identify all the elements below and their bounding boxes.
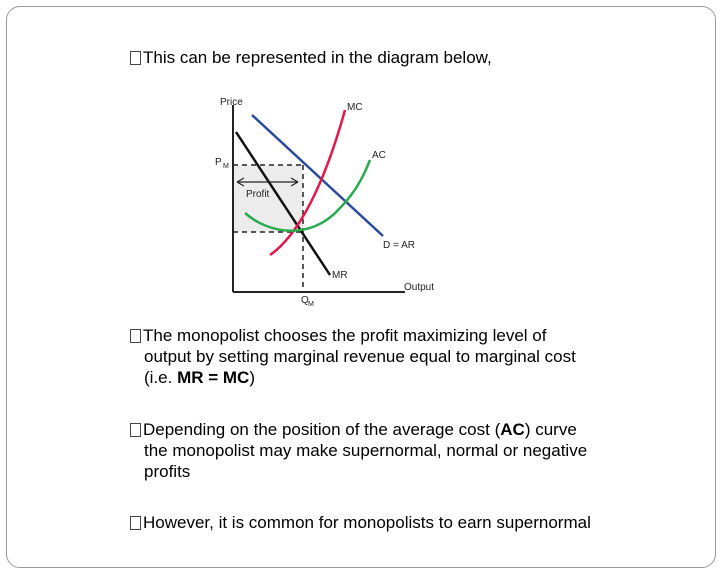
demand-label: D = AR — [383, 240, 415, 251]
bullet-1-text: This can be represented in the diagram below, — [143, 48, 492, 67]
bullet-3 — [130, 420, 577, 440]
bullet-2-suffix: ) — [249, 368, 255, 387]
bullet-3-line-3: profits — [144, 462, 191, 481]
profit-label: Profit — [246, 189, 270, 200]
qm-subscript: M — [308, 301, 314, 308]
mc-label: MC — [347, 102, 363, 113]
pm-label: P — [215, 157, 222, 168]
bullet-3-prefix: Depending on the position of the average cost ( — [143, 420, 501, 439]
ac-label: AC — [372, 150, 386, 161]
y-axis-label: Price — [220, 97, 243, 108]
qm-label: Q — [301, 295, 309, 306]
pm-subscript: M — [223, 163, 229, 170]
mr-label: MR — [332, 270, 348, 281]
monopoly-diagram — [200, 90, 460, 315]
bullet-4 — [130, 513, 591, 533]
bullet-4-text: However, it is common for monopolists to earn supernormal — [143, 513, 591, 532]
bullet-2-line-1: The monopolist chooses the profit maximizing level of — [143, 326, 547, 345]
x-axis-label: Output — [404, 282, 435, 293]
bullet-2-line-2: output by setting marginal revenue equal to marginal cost — [144, 347, 576, 366]
bullet-marker-icon — [130, 51, 141, 65]
bullet-2-bold: MR = MC — [177, 368, 250, 387]
bullet-2-line-3 — [144, 368, 255, 388]
bullet-2-prefix: (i.e. — [144, 368, 178, 387]
bullet-3-suffix: ) curve — [524, 420, 577, 439]
bullet-2 — [130, 326, 546, 346]
bullet-1 — [130, 48, 492, 68]
bullet-marker-icon — [130, 423, 141, 437]
bullet-3-bold: AC — [500, 420, 525, 439]
bullet-marker-icon — [130, 516, 141, 530]
bullet-3-line-2: the monopolist may make supernormal, normal or negative — [144, 441, 588, 460]
bullet-marker-icon — [130, 329, 141, 343]
